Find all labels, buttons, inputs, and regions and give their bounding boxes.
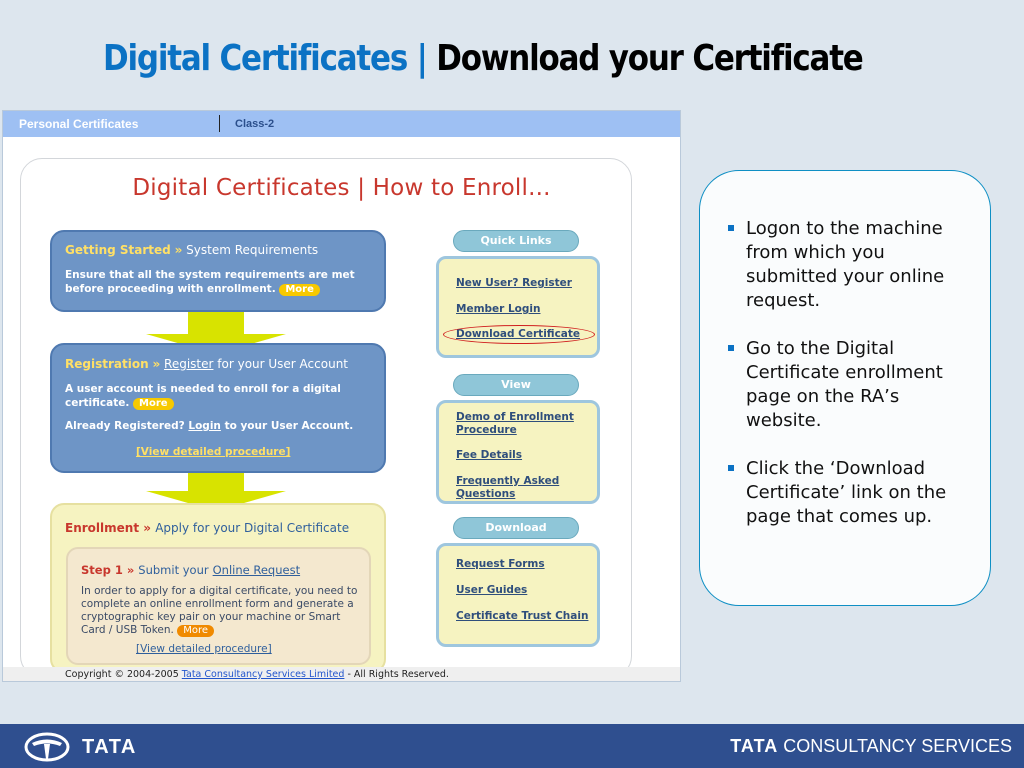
view-procedure-link[interactable]: [View detailed procedure] xyxy=(136,446,291,458)
request-forms-link[interactable]: Request Forms xyxy=(456,558,545,570)
copyright-suffix: - All Rights Reserved. xyxy=(347,669,449,680)
step-1-label: Step 1 xyxy=(81,563,123,577)
login-suffix: to your User Account. xyxy=(224,420,354,432)
download-certificate-link[interactable]: Download Certificate xyxy=(456,328,581,340)
registration-text xyxy=(65,382,374,410)
slide-title xyxy=(103,38,863,79)
demo-enrollment-link[interactable]: Demo of Enrollment Procedure xyxy=(456,411,574,436)
tcs-brand xyxy=(730,736,1012,757)
getting-started-heading xyxy=(65,243,318,257)
tcs-wordmark-rest: CONSULTANCY SERVICES xyxy=(783,736,1012,756)
member-login-link[interactable]: Member Login xyxy=(456,303,541,315)
certificate-trust-chain-link[interactable]: Certificate Trust Chain xyxy=(456,610,589,622)
tata-logo-icon xyxy=(24,732,70,762)
getting-started-label: Getting Started xyxy=(65,243,171,257)
chevron-right-icon: » xyxy=(143,521,152,535)
view-tab: View xyxy=(453,374,579,396)
tcs-wordmark-tata: TATA xyxy=(730,736,779,756)
instructions-list xyxy=(728,217,978,553)
chevron-right-icon: » xyxy=(174,243,183,257)
submit-your-label: Submit your xyxy=(138,563,209,577)
instructions-callout xyxy=(699,170,991,606)
tata-brand xyxy=(24,732,137,762)
registration-label: Registration xyxy=(65,357,149,371)
faq-link[interactable]: Frequently Asked Questions xyxy=(456,475,560,500)
quick-links-tab: Quick Links xyxy=(453,230,579,252)
copyright-prefix: Copyright © 2004-2005 xyxy=(65,669,179,680)
new-user-register-link[interactable]: New User? Register xyxy=(456,277,572,289)
instruction-item: Click the ‘Download Certificate’ link on the page that comes up. xyxy=(728,457,978,529)
getting-started-desc: Ensure that all the system requirements are met before proceeding with enrollment. xyxy=(65,269,355,295)
tata-wordmark: TATA xyxy=(82,735,137,758)
copyright-bar xyxy=(3,667,680,682)
more-button[interactable]: More xyxy=(177,625,214,637)
slide-title-dark: Download your Certificate xyxy=(436,38,863,79)
step-1-box xyxy=(66,547,371,665)
registration-box xyxy=(50,343,386,473)
topbar-separator xyxy=(219,115,220,132)
tcs-link[interactable]: Tata Consultancy Services Limited xyxy=(181,669,345,680)
user-guides-link[interactable]: User Guides xyxy=(456,584,528,596)
download-tab: Download xyxy=(453,517,579,539)
registration-procedure xyxy=(136,445,374,459)
system-requirements-label: System Requirements xyxy=(186,243,319,257)
chevron-right-icon: » xyxy=(152,357,161,371)
more-button[interactable]: More xyxy=(133,398,174,410)
step-1-heading xyxy=(81,563,300,577)
topbar-personal-certificates[interactable]: Personal Certificates xyxy=(19,117,139,131)
step-1-desc: In order to apply for a digital certificate, you need to complete an online enrollment form and generate a cryptographic key pair on your machine or Smart Card / USB Token. xyxy=(81,585,358,636)
getting-started-text xyxy=(65,268,374,296)
more-button[interactable]: More xyxy=(279,284,320,296)
down-arrow-icon xyxy=(188,312,244,334)
topbar-class-2[interactable]: Class-2 xyxy=(235,118,275,130)
how-to-enroll-title: Digital Certificates | How to Enroll... xyxy=(132,175,551,201)
view-box xyxy=(436,400,600,504)
view-procedure-link[interactable]: [View detailed procedure] xyxy=(136,643,272,655)
chevron-right-icon: » xyxy=(126,563,135,577)
slide-title-blue: Digital Certificates | xyxy=(103,38,437,79)
apply-heading: Apply for your Digital Certificate xyxy=(155,521,350,535)
registration-heading xyxy=(65,357,348,371)
screenshot-topbar xyxy=(3,111,680,137)
already-registered-text xyxy=(65,419,374,433)
login-link[interactable]: Login xyxy=(188,420,221,432)
getting-started-box xyxy=(50,230,386,312)
instruction-item: Go to the Digital Certificate enrollment page on the RA’s website. xyxy=(728,337,978,433)
enrollment-page-screenshot xyxy=(2,110,681,682)
registration-desc: A user account is needed to enroll for a digital certificate. xyxy=(65,383,341,409)
enrollment-box xyxy=(50,503,386,673)
enrollment-label: Enrollment xyxy=(65,521,140,535)
download-box xyxy=(436,543,600,647)
step-1-text xyxy=(81,585,366,637)
footer-bar xyxy=(0,724,1024,768)
online-request-link[interactable]: Online Request xyxy=(212,563,301,577)
instruction-item: Logon to the machine from which you submitted your online request. xyxy=(728,217,978,313)
already-registered-label: Already Registered? xyxy=(65,420,185,432)
enrollment-heading xyxy=(65,521,349,535)
download-certificate-highlight xyxy=(443,325,595,344)
registration-heading-rest: for your User Account xyxy=(217,357,349,371)
register-link[interactable]: Register xyxy=(164,357,214,371)
fee-details-link[interactable]: Fee Details xyxy=(456,449,523,461)
